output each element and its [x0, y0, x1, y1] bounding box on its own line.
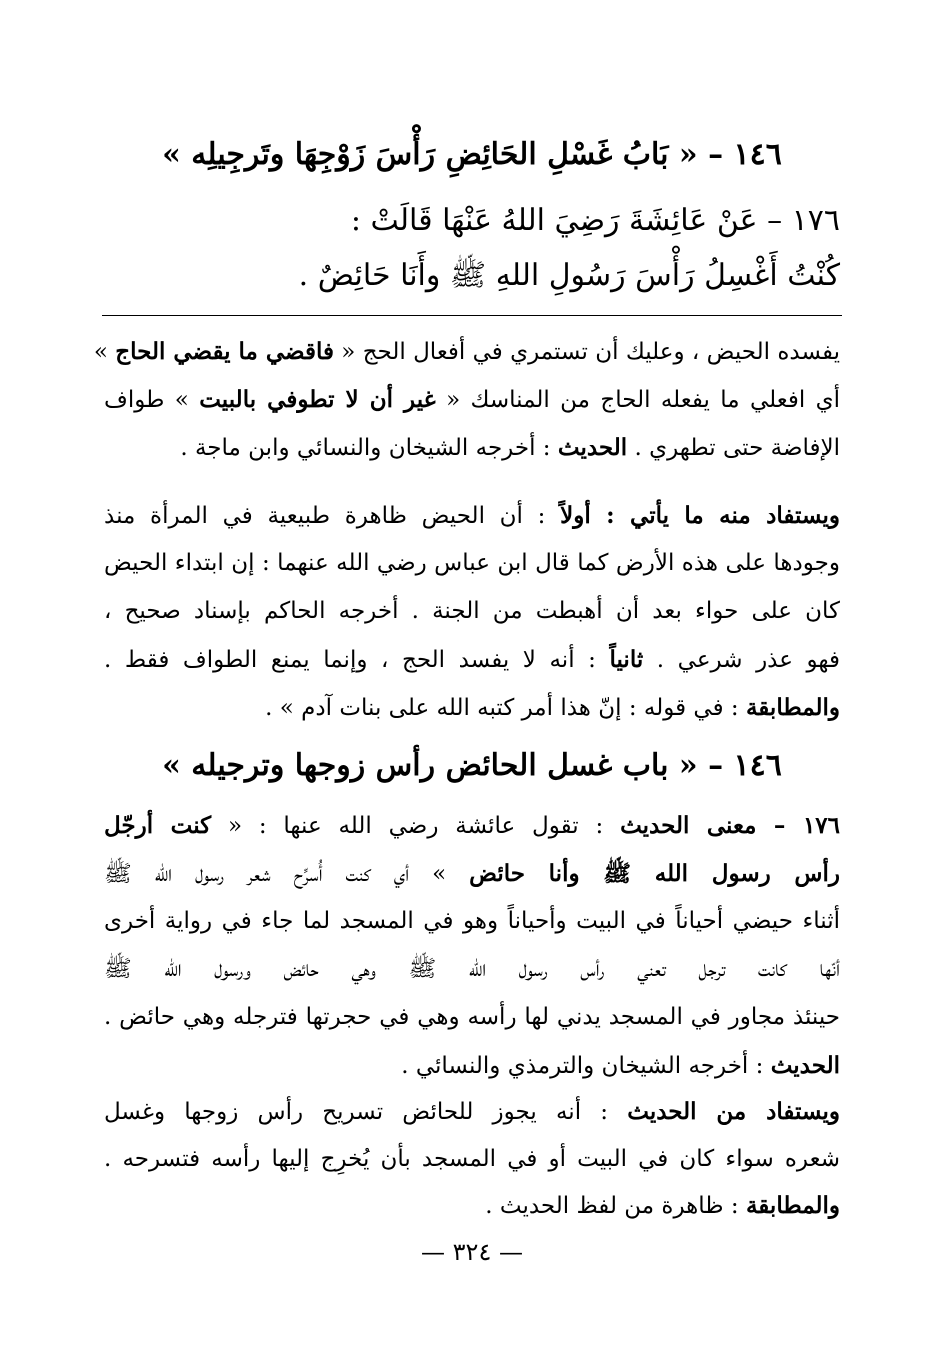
hadith-text-line-2: كُنْتُ أَغْسِلُ رَأْسَ رَسُولِ اللهِ ﷺ وأَنَا حَائِضٌ . — [298, 258, 840, 293]
commentary-line: الإفاضة حتى تطهري . الحديث : أخرجه الشيخان والنسائي وابن ماجة . — [180, 434, 840, 461]
commentary-line: رأس رسول الله ﷺ وأنا حائض » أي كنت أُسرِّح شعر رسول الله ﷺ — [104, 860, 840, 887]
chapter-heading: ١٤٦ – « بَابُ غَسْلِ الحَائِضِ رَأْسَ زَوْجِهَا وتَرجِيلِه » — [162, 137, 782, 172]
commentary-line: فهو عذر شرعي . ثانياً : أنه لا يفسد الحج ، وإنما يمنع الطواف فقط . — [104, 646, 840, 673]
hadith-text-line-1: ١٧٦ – عَنْ عَائِشَةَ رَضِيَ اللهُ عَنْهَا قَالَتْ : — [350, 203, 840, 238]
page-number: — ٣٢٤ — — [421, 1238, 523, 1266]
commentary-line: ١٧٦ – معنى الحديث : تقول عائشة رضي الله عنها : « كنت أرجّل — [104, 812, 840, 839]
commentary-line: أثناء حيضي أحياناً في البيت وأحياناً وهو في المسجد لما جاء في رواية أخرى — [104, 908, 840, 934]
commentary-line: والمطابقة : في قوله : إنّ هذا أمر كتبه الله على بنات آدم » . — [265, 694, 840, 721]
commentary-line: وجودها على هذه الأرض كما قال ابن عباس رضي الله عنهما : إن ابتداء الحيض — [104, 550, 840, 576]
commentary-line: شعره سواء كان في البيت أو في المسجد بأن يُخرِج إليها رأسه فتسرحه . — [104, 1146, 840, 1172]
commentary-line: يفسده الحيض ، وعليك أن تستمري في أفعال الحج « فاقضي ما يقضي الحاج » — [93, 338, 840, 365]
commentary-line: ويستفاد من الحديث : أنه يجوز للحائض تسريح رأس زوجها وغسل — [104, 1098, 840, 1125]
commentary-line: الحديث : أخرجه الشيخان والترمذي والنسائي . — [401, 1052, 840, 1079]
chapter-heading-repeat: ١٤٦ – « باب غسل الحائض رأس زوجها وترجيله » — [162, 748, 782, 783]
commentary-line: كان على حواء بعد أن أهبطت من الجنة . أخرجه الحاكم بإسناد صحيح ، — [104, 598, 840, 624]
commentary-line: أي افعلي ما يفعله الحاج من المناسك « غير أن لا تطوفي بالبيت » طواف — [104, 386, 840, 413]
commentary-line: والمطابقة : ظاهرة من لفظ الحديث . — [485, 1192, 840, 1219]
footnote-divider — [102, 315, 842, 316]
commentary-line: أنّها كانت ترجل تعني رأس رسول الله ﷺ وهي حائض ورسول الله ﷺ — [104, 956, 840, 982]
commentary-line: ويستفاد منه ما يأتي : أولاً : أن الحيض ظاهرة طبيعية في المرأة منذ — [104, 502, 840, 529]
commentary-line: حينئذ مجاور في المسجد يدني لها رأسه وهي في حجرتها فترجله وهي حائض . — [104, 1004, 840, 1030]
